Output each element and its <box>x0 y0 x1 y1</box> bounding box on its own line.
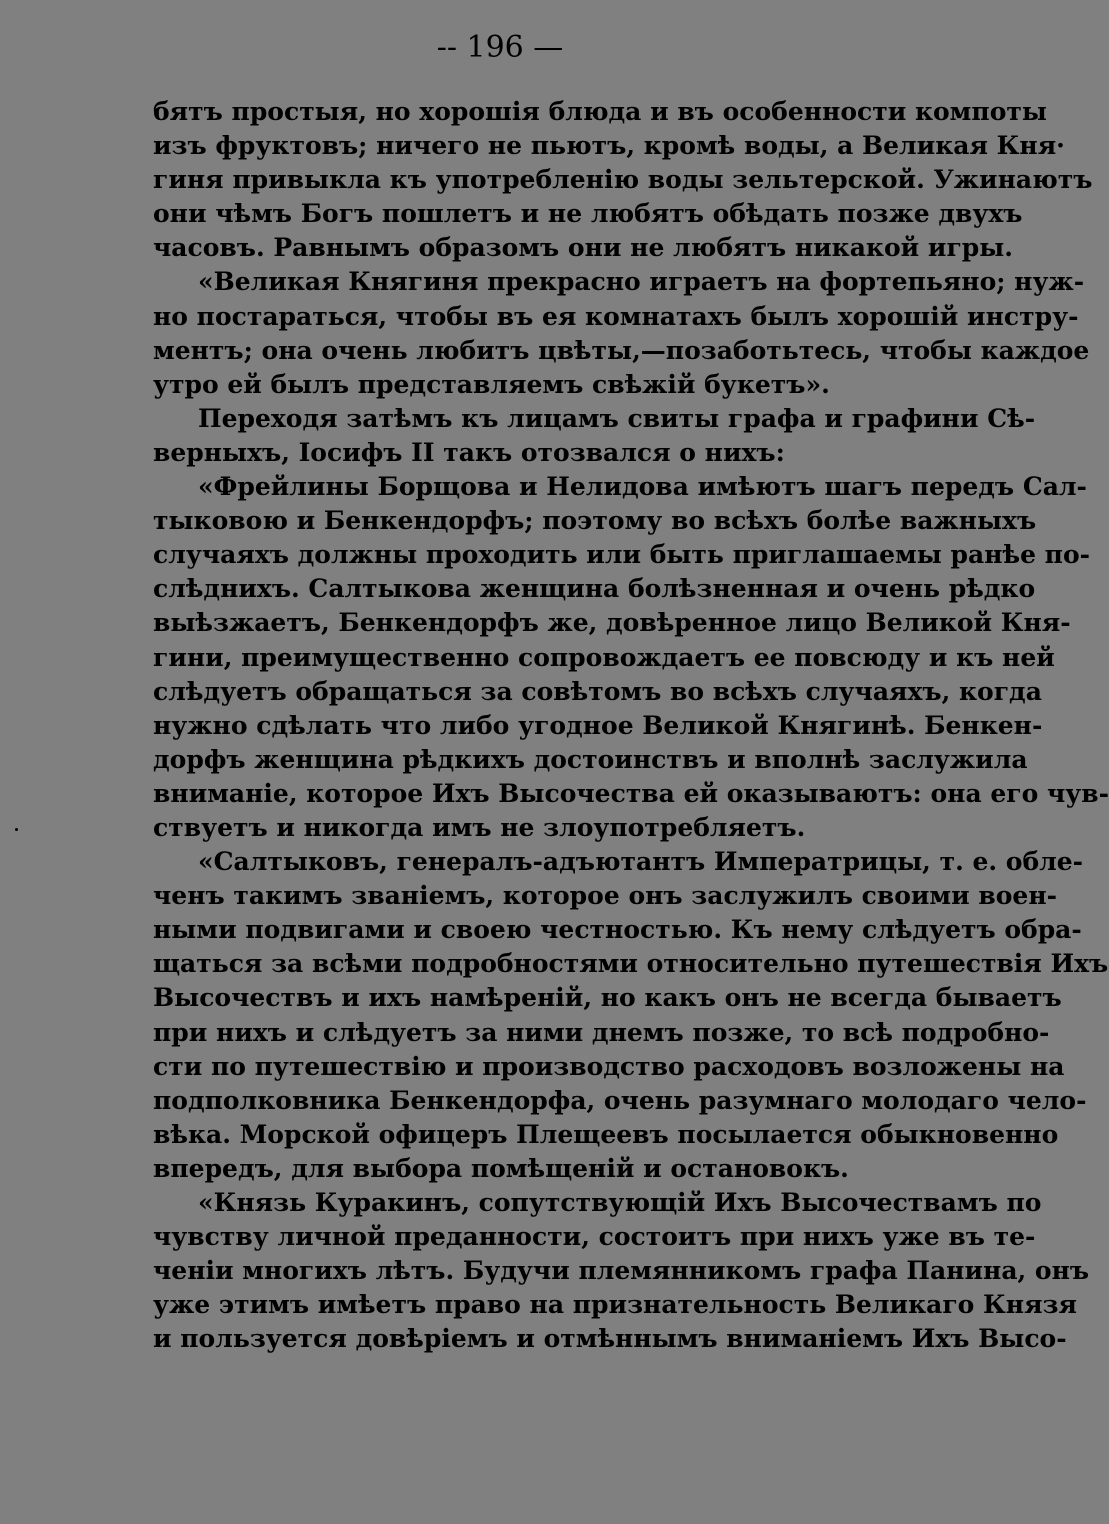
text-line: уже этимъ имѣетъ право на признательность Великаго Князя <box>153 1290 1077 1320</box>
text-line: утро ей былъ представляемъ свѣжій букетъ». <box>153 369 830 399</box>
text-line: вниманіе, которое Ихъ Высочества ей оказываютъ: она его чув- <box>153 778 1109 808</box>
body-text <box>153 95 1109 1356</box>
text-line: подполковника Бенкендорфа, очень разумнаго молодаго чело- <box>153 1085 1087 1115</box>
text-line: случаяхъ должны проходить или быть приглашаемы ранѣе по- <box>153 540 1091 570</box>
text-line: ченіи многихъ лѣтъ. Будучи племянникомъ графа Панина, онъ <box>153 1256 1090 1286</box>
text-line: вѣка. Морской офицеръ Плещеевъ посылается обыкновенно <box>153 1119 1059 1149</box>
text-line: Высочествъ и ихъ намѣреній, но какъ онъ не всегда бываетъ <box>153 983 1062 1013</box>
text-line: ментъ; она очень любитъ цвѣты,—позаботьтесь, чтобы каждое <box>153 335 1090 365</box>
text-line: они чѣмъ Богъ пошлетъ и не любятъ обѣдать позже двухъ <box>153 199 1023 229</box>
text-line: гини, преимущественно сопровождаетъ ее повсюду и къ ней <box>153 642 1055 672</box>
text-line: бятъ простыя, но хорошія блюда и въ особенности компоты <box>153 97 1047 126</box>
text-line: Переходя затѣмъ къ лицамъ свиты графа и графини Сѣ- <box>198 403 1036 433</box>
text-line: ствуетъ и никогда имъ не злоупотребляетъ. <box>153 812 806 842</box>
text-line: «Князь Куракинъ, сопутствующій Ихъ Высочествамъ по <box>198 1188 1042 1217</box>
text-line: ными подвигами и своею честностью. Къ нему слѣдуетъ обра- <box>153 915 1082 945</box>
text-line: слѣднихъ. Салтыкова женщина болѣзненная и очень рѣдко <box>153 574 1036 604</box>
text-line: и пользуется довѣріемъ и отмѣннымъ вниманіемъ Ихъ Высо- <box>153 1324 1067 1354</box>
text-line: сти по путешествію и производство расходовъ возложены на <box>153 1051 1065 1081</box>
text-line: дорфъ женщина рѣдкихъ достоинствъ и вполнѣ заслужила <box>153 744 1028 774</box>
text-line: тыковою и Бенкендорфъ; поэтому во всѣхъ болѣе важныхъ <box>153 506 1037 536</box>
text-line: впередъ, для выбора помѣщеній и остановокъ. <box>153 1153 849 1183</box>
text-line: изъ фруктовъ; ничего не пьютъ, кромѣ воды, а Великая Кня· <box>153 131 1065 161</box>
margin-speck <box>15 828 18 831</box>
text-line: слѣдуетъ обращаться за совѣтомъ во всѣхъ случаяхъ, когда <box>153 676 1042 706</box>
text-line: при нихъ и слѣдуетъ за ними днемъ позже, то всѣ подробно- <box>153 1017 1050 1047</box>
text-line: но постараться, чтобы въ ея комнатахъ былъ хорошій инстру- <box>153 301 1079 331</box>
text-line: «Великая Княгиня прекрасно играетъ на фортепьяно; нуж- <box>198 267 1085 297</box>
text-line: верныхъ, Іосифъ II такъ отозвался о нихъ: <box>153 437 785 467</box>
text-line: нужно сдѣлать что либо угодное Великой Княгинѣ. Бенкен- <box>153 710 1043 740</box>
text-line: выѣзжаетъ, Бенкендорфъ же, довѣренное лицо Великой Кня- <box>153 608 1071 638</box>
text-line: гиня привыкла къ употребленію воды зельтерской. Ужинаютъ <box>153 165 1093 195</box>
text-line: часовъ. Равнымъ образомъ они не любятъ никакой игры. <box>153 233 1014 263</box>
text-line: чувству личной преданности, состоитъ при нихъ уже въ те- <box>153 1222 1036 1252</box>
text-line: щаться за всѣми подробностями относительно путешествія Ихъ <box>153 949 1109 979</box>
text-line: «Фрейлины Борщова и Нелидова имѣютъ шагъ передъ Сал- <box>198 472 1087 502</box>
text-line: ченъ такимъ званіемъ, которое онъ заслужилъ своими воен- <box>153 881 1058 911</box>
text-line: «Салтыковъ, генералъ-адъютантъ Императрицы, т. е. обле- <box>198 847 1084 877</box>
page-number: -- 196 — <box>436 30 564 65</box>
